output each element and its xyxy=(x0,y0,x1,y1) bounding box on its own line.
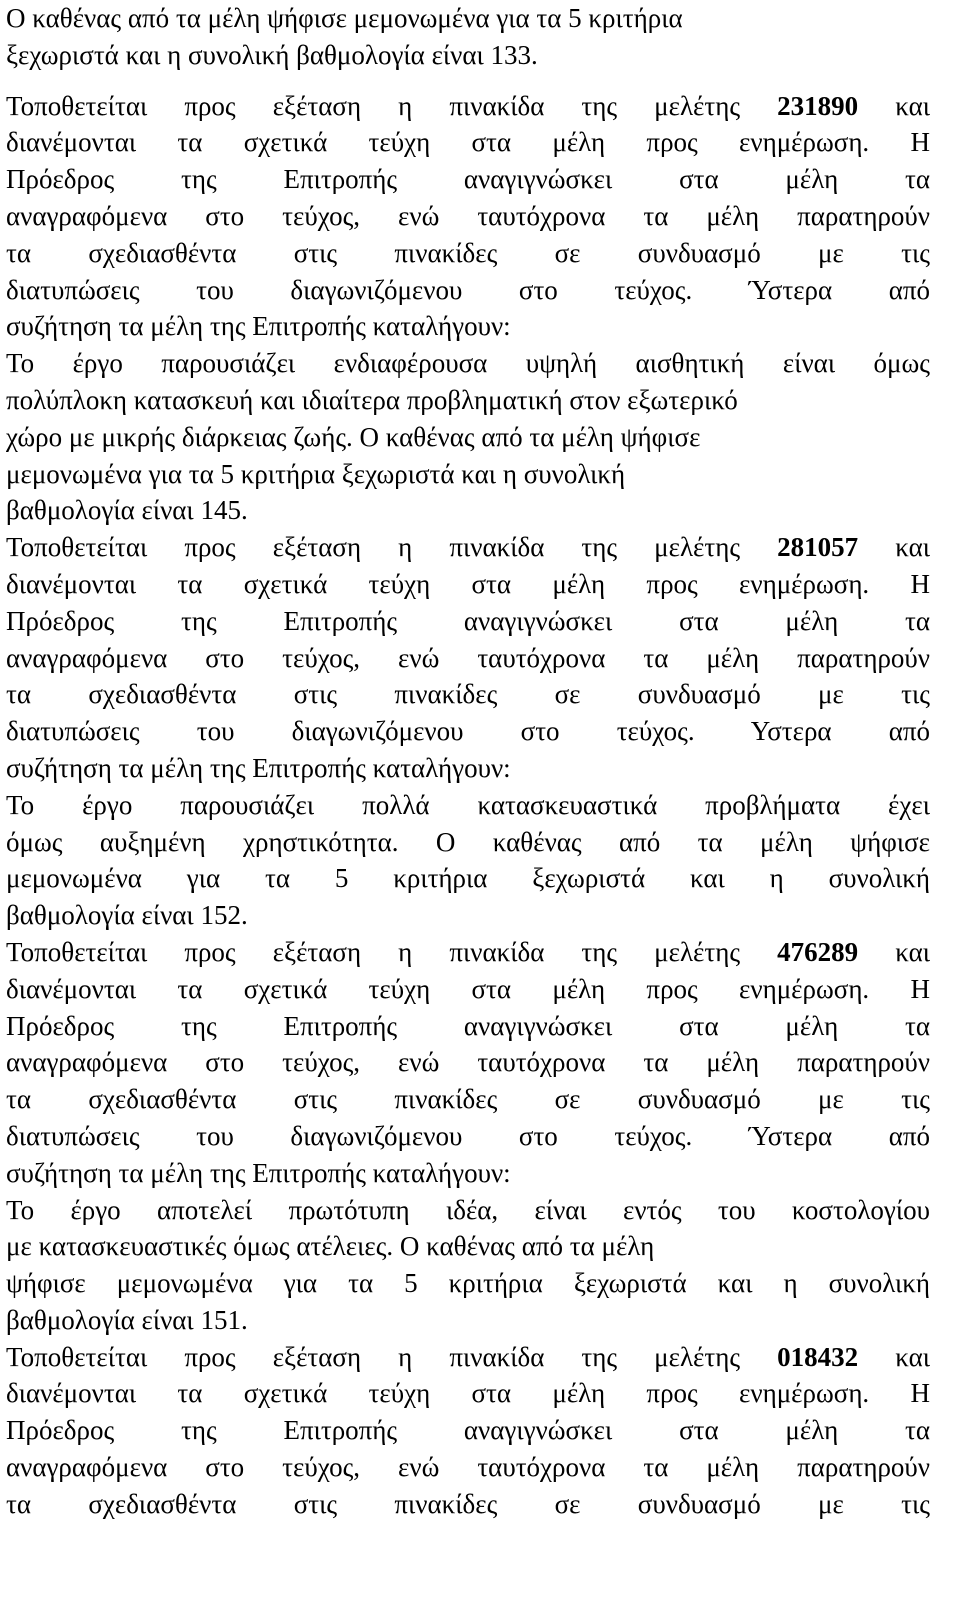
text-line xyxy=(6,529,930,566)
text-line: βαθμολογία είναι 152. xyxy=(6,900,248,931)
text-line: διανέμονται τα σχετικά τεύχη στα μέλη προς ενημέρωση. Η xyxy=(6,973,930,1004)
text-line: Το έργο παρουσιάζει πολλά κατασκευαστικά προβλήματα έχει xyxy=(6,789,930,820)
paragraph-p3 xyxy=(6,934,930,1339)
text-line: ψήφισε μεμονωμένα για τα 5 κριτήρια ξεχωριστά και η συνολική xyxy=(6,1268,930,1299)
text-line: τα σχεδιασθέντα στις πινακίδες σε συνδυασμό με τις xyxy=(6,237,930,268)
text-line: συζήτηση τα μέλη της Επιτροπής καταλήγουν: xyxy=(6,752,511,783)
text-segment: και xyxy=(858,90,930,121)
text-line: διανέμονται τα σχετικά τεύχη στα μέλη προς ενημέρωση. Η xyxy=(6,127,930,158)
text-line: Το έργο παρουσιάζει ενδιαφέρουσα υψηλή αισθητική είναι όμως xyxy=(6,348,930,379)
text-line: διανέμονται τα σχετικά τεύχη στα μέλη προς ενημέρωση. Η xyxy=(6,568,930,599)
text-line: αναγραφόμενα στο τεύχος, ενώ ταυτόχρονα τα μέλη παρατηρούν xyxy=(6,1452,930,1483)
paragraph-p0 xyxy=(6,0,930,74)
text-line: διατυπώσεις του διαγωνιζόμενου στο τεύχος. Υστερα από xyxy=(6,716,930,747)
text-line: συζήτηση τα μέλη της Επιτροπής καταλήγουν: xyxy=(6,311,511,342)
text-line: Ο καθένας από τα μέλη ψήφισε μεμονωμένα για τα 5 κριτήρια xyxy=(6,3,683,33)
paragraph-spacer xyxy=(6,74,930,88)
text-line: τα σχεδιασθέντα στις πινακίδες σε συνδυασμό με τις xyxy=(6,1488,930,1519)
text-line: αναγραφόμενα στο τεύχος, ενώ ταυτόχρονα τα μέλη παρατηρούν xyxy=(6,642,930,673)
text-segment: Τοποθετείται προς εξέταση η πινακίδα της μελέτης xyxy=(6,532,778,563)
text-line: πολύπλοκη κατασκευή και ιδιαίτερα προβληματική στον εξωτερικό xyxy=(6,384,738,415)
text-line: τα σχεδιασθέντα στις πινακίδες σε συνδυασμό με τις xyxy=(6,679,930,710)
text-line: βαθμολογία είναι 145. xyxy=(6,495,248,526)
document-body xyxy=(6,0,930,1523)
text-line: χώρο με μικρής διάρκειας ζωής. Ο καθένας από τα μέλη ψήφισε xyxy=(6,421,701,452)
study-number: 231890 xyxy=(777,90,859,121)
paragraph-p2 xyxy=(6,529,930,934)
text-segment: και xyxy=(858,936,930,967)
text-segment: Τοποθετείται προς εξέταση η πινακίδα της μελέτης xyxy=(6,1341,778,1372)
text-line: βαθμολογία είναι 151. xyxy=(6,1304,248,1335)
text-line: Πρόεδρος της Επιτροπής αναγιγνώσκει στα μέλη τα xyxy=(6,1415,930,1446)
text-line: αναγραφόμενα στο τεύχος, ενώ ταυτόχρονα τα μέλη παρατηρούν xyxy=(6,1047,930,1078)
paragraph-p4 xyxy=(6,1339,930,1523)
text-line: μεμονωμένα για τα 5 κριτήρια ξεχωριστά και η συνολική xyxy=(6,458,626,489)
text-line xyxy=(6,88,930,125)
study-number: 018432 xyxy=(777,1341,859,1372)
text-line: αναγραφόμενα στο τεύχος, ενώ ταυτόχρονα τα μέλη παρατηρούν xyxy=(6,200,930,231)
text-line: Πρόεδρος της Επιτροπής αναγιγνώσκει στα μέλη τα xyxy=(6,605,930,636)
text-line: διανέμονται τα σχετικά τεύχη στα μέλη προς ενημέρωση. Η xyxy=(6,1378,930,1409)
text-line: τα σχεδιασθέντα στις πινακίδες σε συνδυασμό με τις xyxy=(6,1084,930,1115)
text-line: μεμονωμένα για τα 5 κριτήρια ξεχωριστά και η συνολική xyxy=(6,863,930,894)
text-line xyxy=(6,1339,930,1376)
text-line: όμως αυξημένη χρηστικότητα. Ο καθένας από τα μέλη ψήφισε xyxy=(6,826,930,857)
text-segment: Τοποθετείται προς εξέταση η πινακίδα της μελέτης xyxy=(6,90,778,121)
study-number: 281057 xyxy=(777,532,859,563)
text-line xyxy=(6,934,930,971)
text-segment: και xyxy=(858,532,930,563)
text-line: Πρόεδρος της Επιτροπής αναγιγνώσκει στα μέλη τα xyxy=(6,1010,930,1041)
text-segment: Τοποθετείται προς εξέταση η πινακίδα της μελέτης xyxy=(6,936,778,967)
paragraph-p1 xyxy=(6,88,930,530)
text-segment: και xyxy=(858,1341,930,1372)
text-line: συζήτηση τα μέλη της Επιτροπής καταλήγουν: xyxy=(6,1157,511,1188)
text-line: με κατασκευαστικές όμως ατέλειες. Ο καθένας από τα μέλη xyxy=(6,1231,655,1262)
study-number: 476289 xyxy=(777,936,859,967)
text-line: ξεχωριστά και η συνολική βαθμολογία είναι 133. xyxy=(6,39,538,70)
text-line: διατυπώσεις του διαγωνιζόμενου στο τεύχος. Ύστερα από xyxy=(6,274,930,305)
text-line: διατυπώσεις του διαγωνιζόμενου στο τεύχος. Ύστερα από xyxy=(6,1120,930,1151)
text-line: Πρόεδρος της Επιτροπής αναγιγνώσκει στα μέλη τα xyxy=(6,164,930,195)
text-line: Το έργο αποτελεί πρωτότυπη ιδέα, είναι εντός του κοστολογίου xyxy=(6,1194,930,1225)
